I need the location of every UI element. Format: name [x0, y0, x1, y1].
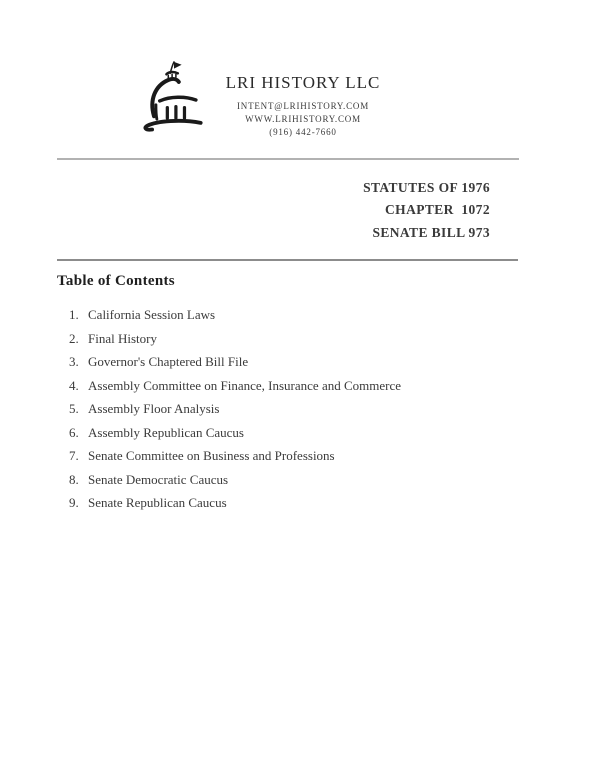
toc-item-label: Governor's Chaptered Bill File [88, 354, 249, 369]
toc-item-number: 3. [69, 354, 79, 369]
toc-item [69, 425, 401, 441]
toc-item [69, 472, 401, 488]
company-phone: (916) 442-7660 [269, 127, 337, 137]
toc-item-number: 6. [69, 424, 79, 440]
toc-item-label: Assembly Floor Analysis [88, 401, 220, 416]
toc-item-label: Senate Democratic Caucus [88, 471, 229, 487]
top-divider [57, 158, 519, 160]
toc-item [69, 331, 401, 347]
toc-item-number: 9. [69, 495, 79, 510]
toc-item [69, 448, 401, 464]
toc-item-number: 2. [69, 330, 79, 346]
toc-list [69, 307, 401, 519]
statutes-line: STATUTES OF 1976 [363, 180, 490, 195]
toc-title: Table of Contents [57, 273, 175, 289]
toc-item-number: 7. [69, 448, 79, 463]
toc-item [69, 378, 401, 394]
toc-item-label: Assembly Republican Caucus [88, 424, 244, 440]
case-reference [363, 177, 490, 244]
toc-item-label: Senate Committee on Business and Professions [88, 448, 335, 463]
toc-item-label: Final History [88, 330, 157, 346]
mid-divider [57, 259, 518, 261]
toc-item-number: 4. [69, 377, 79, 393]
chapter-line: CHAPTER 1072 [385, 202, 490, 218]
toc-item-label: Assembly Committee on Finance, Insurance and Commerce [88, 377, 402, 393]
toc-item [69, 495, 401, 511]
toc-item-number: 8. [69, 471, 79, 487]
company-email: INTENT@LRIHISTORY.COM [236, 101, 369, 111]
toc-item [69, 354, 401, 370]
toc-item-number: 5. [69, 401, 79, 416]
letterhead [196, 73, 410, 139]
company-website: WWW.LRIHISTORY.COM [245, 114, 361, 124]
toc-item-number: 1. [69, 307, 79, 322]
toc-item [69, 401, 401, 417]
company-name: LRI HISTORY LLC [225, 73, 381, 92]
toc-item-label: California Session Laws [88, 307, 216, 322]
toc-item [69, 307, 401, 323]
toc-item-label: Senate Republican Caucus [88, 495, 227, 510]
senate-bill-line: SENATE BILL 973 [372, 224, 490, 240]
